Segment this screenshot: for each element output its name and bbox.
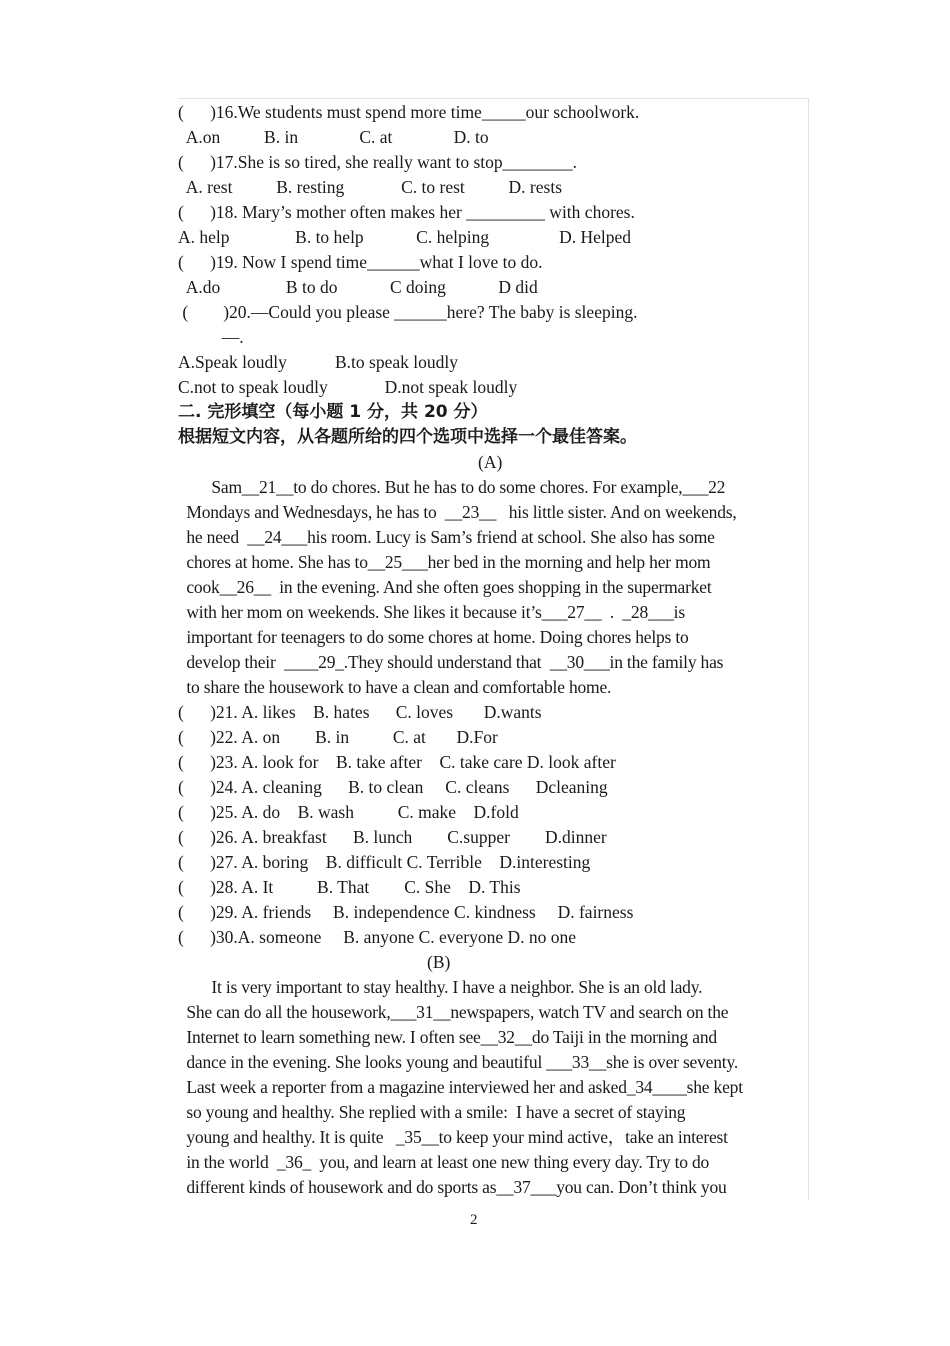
cloze-question-26: ( )26. A. breakfast B. lunch C.supper D.dinner — [178, 827, 607, 847]
passage-b-line: dance in the evening. She looks young and beautiful ___33__she is over seventy. — [178, 1052, 739, 1072]
passage-b-line: It is very important to stay healthy. I have a neighbor. She is an old lady. — [178, 977, 703, 997]
passage-b-line: Last week a reporter from a magazine interviewed her and asked_34____she kept — [178, 1077, 743, 1097]
passage-b-line: different kinds of housework and do sports as__37___you can. Don’t think you — [178, 1177, 727, 1197]
page-frame-top — [178, 98, 809, 99]
passage-b-line: Internet to learn something new. I often see__32__do Taiji in the morning and — [178, 1027, 717, 1047]
cloze-question-29: ( )29. A. friends B. independence C. kindness D. fairness — [178, 902, 634, 922]
passage-a-line: cook__26__ in the evening. And she often goes shopping in the supermarket — [178, 577, 712, 597]
cloze-question-27: ( )27. A. boring B. difficult C. Terrible D.interesting — [178, 852, 591, 872]
passage-a-line: Mondays and Wednesdays, he has to __23__ his little sister. And on weekends, — [178, 502, 737, 522]
question-16: ( )16.We students must spend more time_____our schoolwork. — [178, 102, 640, 122]
question-20: ( )20.—Could you please ______here? The baby is sleeping. — [178, 302, 638, 322]
passage-a-line: Sam__21__to do chores. But he has to do some chores. For example,___22 — [178, 477, 726, 497]
cloze-question-30: ( )30.A. someone B. anyone C. everyone D. no one — [178, 927, 577, 947]
question-17-options: A. rest B. resting C. to rest D. rests — [178, 177, 563, 197]
passage-a-line: with her mom on weekends. She likes it because it’s___27__ . _28___is — [178, 602, 685, 622]
passage-b-line: in the world _36_ you, and learn at least one new thing every day. Try to do — [178, 1152, 710, 1172]
passage-a-line: develop their ____29_.They should understand that __30___in the family has — [178, 652, 724, 672]
question-17: ( )17.She is so tired, she really want to stop________. — [178, 152, 578, 172]
cloze-question-25: ( )25. A. do B. wash C. make D.fold — [178, 802, 519, 822]
question-18-options: A. help B. to help C. helping D. Helped — [178, 227, 632, 247]
passage-a-line: chores at home. She has to__25___her bed in the morning and help her mom — [178, 552, 711, 572]
question-16-options: A.on B. in C. at D. to — [178, 127, 489, 147]
passage-b-line: so young and healthy. She replied with a smile: I have a secret of staying — [178, 1102, 686, 1122]
section-heading: 二. 完形填空（每小题 1 分，共 20 分） — [178, 402, 488, 422]
cloze-question-21: ( )21. A. likes B. hates C. loves D.wants — [178, 702, 542, 722]
passage-a-line: important for teenagers to do some chores at home. Doing chores helps to — [178, 627, 689, 647]
question-18: ( )18. Mary’s mother often makes her _________ with chores. — [178, 202, 635, 222]
passage-a-line: he need __24___his room. Lucy is Sam’s friend at school. She also has some — [178, 527, 715, 547]
page-number: 2 — [470, 1212, 478, 1228]
passage-a-label: (A) — [478, 452, 503, 472]
passage-b-line: She can do all the housework,___31__newspapers, watch TV and search on the — [178, 1002, 729, 1022]
section-instruction: 根据短文内容，从各题所给的四个选项中选择一个最佳答案。 — [178, 427, 637, 447]
cloze-question-28: ( )28. A. It B. That C. She D. This — [178, 877, 521, 897]
question-20-reply: —. — [178, 327, 244, 347]
cloze-question-22: ( )22. A. on B. in C. at D.For — [178, 727, 498, 747]
page-frame-right — [808, 98, 809, 1200]
passage-a-line: to share the housework to have a clean and comfortable home. — [178, 677, 612, 697]
question-20-options-ab: A.Speak loudly B.to speak loudly — [178, 352, 458, 372]
passage-b-label: (B) — [427, 952, 451, 972]
question-20-options-cd: C.not to speak loudly D.not speak loudly — [178, 377, 518, 397]
question-19-options: A.do B to do C doing D did — [178, 277, 538, 297]
passage-b-line: young and healthy. It is quite _35__to keep your mind active，take an interest — [178, 1127, 728, 1147]
question-19: ( )19. Now I spend time______what I love to do. — [178, 252, 543, 272]
cloze-question-23: ( )23. A. look for B. take after C. take care D. look after — [178, 752, 616, 772]
cloze-question-24: ( )24. A. cleaning B. to clean C. cleans Dcleaning — [178, 777, 608, 797]
